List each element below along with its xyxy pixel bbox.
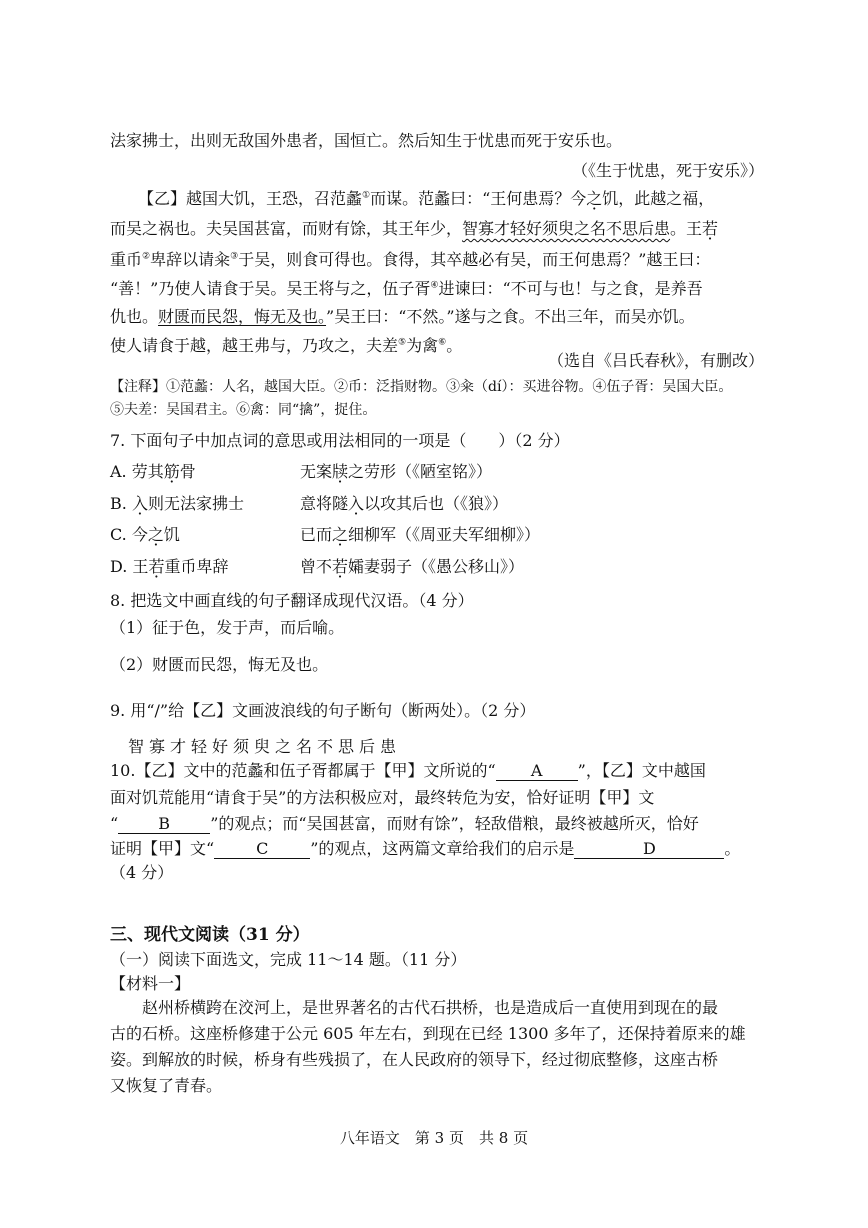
q9-stem: 9. 用“/”给【乙】文画波浪线的句子断句（断两处）。（2 分） (110, 701, 536, 720)
yi-line-3: 重币②卑辞以请籴③于吴，则食可得也。食得，其卒越必有吴，而王何患焉？”越王曰： (110, 250, 711, 269)
q10-score: （4 分） (110, 863, 174, 882)
wavy-underlined-sentence: 智寡才轻好须臾之名不思后患 (462, 219, 671, 238)
section-instruction: （一）阅读下面选文，完成 11～14 题。（11 分） (110, 950, 467, 969)
blank-c[interactable]: C (214, 840, 310, 859)
material-line-2: 古的石桥。这座桥修建于公元 605 年左右，到现在已经 1300 多年了，还保持着原来的雄 (110, 1024, 746, 1043)
material-line-1: 赵州桥横跨在洨河上，是世界著名的古代石拱桥，也是造成后一直使用到现在的最 (142, 998, 719, 1017)
material-line-3: 姿。到解放的时候，桥身有些残损了，在人民政府的领导下，经过彻底整修，这座古桥 (110, 1050, 719, 1069)
dotted-char: 若 (702, 219, 719, 238)
q7-option-a: A. 劳其筋骨 无案牍之劳形（《陋室铭》） (110, 462, 493, 481)
jia-source: （《生于忧患，死于安乐》） (571, 161, 764, 180)
q10-line-3: “ B ”的观点；而“吴国甚富，而财有馀”，轻敌借粮，最终被越所灭，恰好 (110, 814, 699, 833)
material-label: 【材料一】 (110, 974, 191, 993)
q10-line-2: 面对饥荒能用“请食于吴”的方法积极应对，最终转危为安，恰好证明【甲】文 (110, 788, 655, 807)
yi-source: （选自《吕氏春秋》，有删改） (547, 351, 764, 370)
blank-b[interactable]: B (118, 815, 210, 834)
q10-line-1: 10.【乙】文中的范蠡和伍子胥都属于【甲】文所说的“ A ”，【乙】文中越国 (110, 761, 706, 780)
yi-line-6: 使人请食于越，越王弗与，乃攻之，夫差⑤为禽⑥。 (110, 336, 463, 355)
q7-option-d: D. 王若重币卑辞 曾不若孀妻弱子（《愚公移山》） (110, 557, 525, 576)
q7-stem: 7. 下面句子中加点词的意思或用法相同的一项是（ ）（2 分） (110, 431, 570, 450)
blank-d[interactable]: D (574, 840, 724, 859)
yi-line-1: 【乙】越国大饥，王恐，召范蠡①而谋。范蠡曰：“王何患焉？今之饥，此越之福， (138, 189, 715, 208)
q8-sentence-1: （1）征于色，发于声，而后喻。 (110, 618, 345, 637)
dotted-char: 之 (586, 189, 603, 208)
notes-line-1: 【注释】①范蠡：人名，越国大臣。②币：泛指财物。③籴（dí）：买进谷物。④伍子胥：吴国大臣。 (110, 379, 733, 395)
page-footer: 八年语文 第 3 页 共 8 页 (339, 1129, 529, 1147)
underlined-sentence: 财匮而民怨，悔无及也。 (158, 307, 327, 326)
notes-line-2: ⑤夫差：吴国君主。⑥禽：同“擒”，捉住。 (110, 402, 377, 418)
yi-line-2: 而吴之祸也。夫吴国甚富，而财有馀，其王年少，智寡才轻好须臾之名不思后患。王若 (110, 219, 719, 238)
q8-sentence-2: （2）财匮而民怨，悔无及也。 (110, 655, 329, 674)
material-line-4: 又恢复了青春。 (110, 1076, 223, 1095)
q8-stem: 8. 把选文中画直线的句子翻译成现代汉语。（4 分） (110, 591, 474, 610)
q10-line-4: 证明【甲】文“ C ”的观点，这两篇文章给我们的启示是 D 。 (110, 839, 741, 858)
q7-option-c: C. 今之饥 已而之细柳军（《周亚夫军细柳》） (110, 525, 541, 544)
jia-text-line: 法家拂士，出则无敌国外患者，国恒亡。然后知生于忧患而死于安乐也。 (110, 131, 623, 150)
blank-a[interactable]: A (496, 762, 578, 781)
q7-option-b: B. 入则无法家拂士 意将隧入以攻其后也（《狼》） (110, 494, 509, 513)
section-title: 三、现代文阅读（31 分） (110, 925, 310, 945)
q9-sentence: 智寡才轻好须臾之名不思后患 (128, 737, 402, 756)
yi-line-5: 仇也。财匮而民怨，悔无及也。”吴王曰：“不然。”遂与之食。不出三年，而吴亦饥。 (110, 307, 695, 326)
yi-line-4: “善！”乃使人请食于吴。吴王将与之，伍子胥④进谏曰：“不可与也！与之食，是养吾 (110, 279, 703, 298)
